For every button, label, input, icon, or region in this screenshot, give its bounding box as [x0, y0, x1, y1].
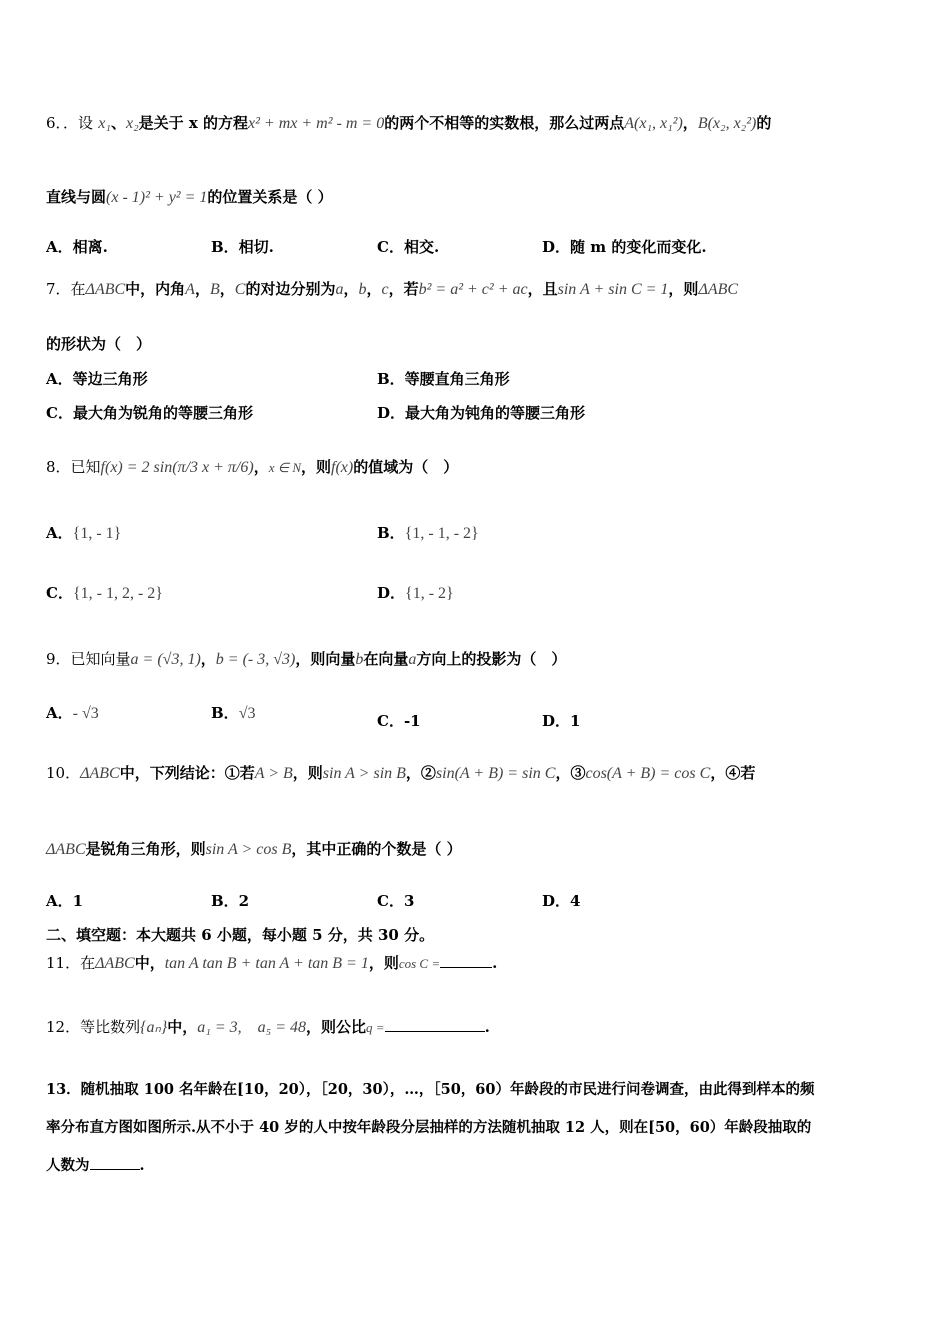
q6-circle-equation: (x - 1)² + y² = 1 [106, 189, 208, 206]
q10-cond1: A > B [254, 765, 293, 782]
q11-text1: 中， [134, 954, 165, 972]
q10-cond5: sin A > cos B [205, 841, 292, 858]
q8-line [46, 456, 458, 477]
q7-option-b: B．等腰直角三角形 [377, 370, 510, 388]
q10-line2-text1: 是锐角三角形，则 [85, 840, 206, 858]
q10-text4: ，③ [555, 764, 586, 782]
q8-option-a-label: A． [46, 524, 73, 542]
q11-answer-blank[interactable] [440, 953, 492, 968]
q9-option-c-label: C． [377, 712, 404, 730]
q10-option-b: B．2 [211, 892, 250, 910]
q6-option-c: C．相交. [377, 238, 440, 256]
q7-text3: ，若 [388, 280, 419, 298]
q12-answer-blank[interactable] [385, 1017, 485, 1032]
q10-line1 [46, 762, 755, 783]
q7-option-d: D．最大角为钝角的等腰三角形 [377, 404, 586, 422]
q11-triangle: ΔABC [95, 955, 135, 972]
q8-option-d [377, 582, 454, 603]
q6-line2-text2: 的位置关系是（ ） [207, 188, 333, 206]
q8-option-d-value: {1, - 2} [405, 585, 454, 602]
q11-equation: tan A tan B + tan A + tan B = 1 [164, 955, 369, 972]
q11-line [46, 952, 497, 973]
q9-option-a-value: - √3 [72, 705, 99, 722]
q13-line2: 率分布直方图如图所示.从不小于 40 岁的人中按年龄段分层抽样的方法随机抽取 12 人，则在[50，60）年龄段抽取的 [46, 1119, 812, 1136]
q11-end: . [492, 954, 498, 972]
q8-option-c-value: {1, - 1, 2, - 2} [72, 585, 163, 602]
q9-number: 9．已知向量 [46, 650, 131, 668]
q7-triangle: ΔABC [85, 281, 126, 298]
q7-option-c: C．最大角为锐角的等腰三角形 [46, 404, 253, 422]
q6-line1 [46, 112, 771, 133]
q6-option-a: A．相离. [46, 238, 108, 256]
q9-option-b [211, 702, 255, 723]
q7-equation2: sin A + sin C = 1 [557, 281, 669, 298]
q9-option-d-value: 1 [570, 712, 581, 730]
q9-a: a [408, 651, 417, 668]
q9-text3: 方向上的投影为（ ） [416, 650, 567, 668]
q9-option-a [46, 702, 99, 723]
q6-x2: x₂ [125, 115, 139, 132]
q9-option-a-label: A． [46, 704, 73, 722]
q7-text5: ，则 [668, 280, 699, 298]
q13-line3 [46, 1154, 145, 1175]
q8-option-a [46, 522, 121, 543]
q6-sep: 、 [110, 114, 126, 132]
q6-comma: ， [682, 114, 698, 132]
q8-number: 8．已知 [46, 458, 101, 476]
q7-line2: 的形状为（ ） [46, 335, 152, 353]
q13-end: . [139, 1157, 145, 1174]
q10-line2 [46, 838, 462, 859]
q10-number: 10． [46, 764, 81, 782]
q12-text2: ，则公比 [306, 1018, 367, 1036]
q9-option-d-label: D． [542, 712, 571, 730]
q10-text3: ，② [405, 764, 436, 782]
q8-option-b-label: B． [377, 524, 405, 542]
q6-line2 [46, 186, 333, 207]
q7-comma4: ， [366, 280, 382, 298]
q10-text2: ，则 [292, 764, 323, 782]
q11-ask: cos C = [398, 956, 441, 971]
q11-text2: ，则 [368, 954, 399, 972]
section-2-heading: 二、填空题：本大题共 6 小题，每小题 5 分，共 30 分。 [46, 926, 435, 944]
q9-option-c [377, 710, 421, 731]
q8-comma: ， [253, 458, 269, 476]
q10-cond4: cos(A + B) = cos C [585, 765, 711, 782]
q13-answer-blank[interactable] [90, 1155, 140, 1170]
q7-text1: 中，内角 [125, 280, 186, 298]
q8-domain: x ∈ N [268, 460, 301, 475]
q9-comma: ， [200, 650, 216, 668]
q12-line [46, 1014, 490, 1037]
q11-number: 11．在 [46, 954, 96, 972]
q12-equation: a₁ = 3, a₅ = 48 [197, 1019, 307, 1036]
q6-number: 6．．设 [46, 114, 94, 132]
q12-end: . [484, 1018, 490, 1036]
q8-option-b [377, 522, 479, 543]
q8-option-d-label: D． [377, 584, 406, 602]
q6-line2-text1: 直线与圆 [46, 188, 107, 206]
q7-triangle2: ΔABC [698, 281, 739, 298]
q9-b: b [355, 651, 364, 668]
q6-text3: 的 [756, 114, 772, 132]
q8-function: f(x) = 2 sin(π/3 x + π/6) [100, 459, 254, 476]
q7-option-a: A．等边三角形 [46, 370, 148, 388]
q7-side-b: b [358, 281, 367, 298]
q12-ask: q = [366, 1020, 385, 1035]
q6-text2: 的两个不相等的实数根，那么过两点 [384, 114, 625, 132]
q8-function2: f(x) [331, 459, 354, 476]
q7-number: 7．在 [46, 280, 86, 298]
q6-point-b: B(x₂, x₂²) [697, 115, 757, 132]
q7-comma3: ， [343, 280, 359, 298]
q9-option-d [542, 710, 580, 731]
q10-option-c: C．3 [377, 892, 415, 910]
q10-triangle2: ΔABC [46, 841, 86, 858]
q8-option-c-label: C． [46, 584, 73, 602]
q8-text2: 的值域为（ ） [353, 458, 459, 476]
q7-comma2: ， [219, 280, 235, 298]
q10-cond2: sin A > sin B [322, 765, 406, 782]
q7-angle-b: B [209, 281, 220, 298]
q6-equation: x² + mx + m² - m = 0 [248, 115, 385, 132]
q10-cond3: sin(A + B) = sin C [435, 765, 556, 782]
q7-comma1: ， [194, 280, 210, 298]
q9-text1: ，则向量 [295, 650, 356, 668]
q7-line1 [46, 278, 738, 299]
q10-line2-text2: ，其中正确的个数是（ ） [291, 840, 462, 858]
q6-point-a: A(x₁, x₁²) [624, 115, 683, 132]
q10-text5: ，④若 [710, 764, 756, 782]
q10-option-d: D．4 [542, 892, 581, 910]
q7-side-a: a [335, 281, 344, 298]
q9-option-b-label: B． [211, 704, 239, 722]
q6-text1: 是关于 x 的方程 [138, 114, 249, 132]
q9-option-b-value: √3 [238, 705, 256, 722]
q9-text2: 在向量 [363, 650, 409, 668]
q9-line [46, 648, 566, 669]
q7-equation1: b² = a² + c² + ac [418, 281, 528, 298]
q8-option-c [46, 582, 163, 603]
q6-option-d: D．随 m 的变化而变化. [542, 238, 707, 256]
q8-text1: ，则 [300, 458, 331, 476]
q7-side-c: c [381, 281, 389, 298]
q8-option-a-value: {1, - 1} [72, 525, 122, 542]
q9-vector-a: a = (√3, 1) [130, 651, 201, 668]
q6-x1: x₁ [98, 115, 111, 132]
q9-option-c-value: -1 [403, 712, 421, 730]
q12-number: 12．等比数列 [46, 1018, 141, 1036]
q10-triangle: ΔABC [80, 765, 120, 782]
q13-line1: 13．随机抽取 100 名年龄在[10，20），［20，30），…，［50，60）年龄段的市民进行问卷调查，由此得到样本的频 [46, 1081, 815, 1098]
q13-line3-text: 人数为 [46, 1157, 90, 1174]
q7-text4: ，且 [527, 280, 558, 298]
q7-angle-c: C [234, 281, 246, 298]
q10-text1: 中，下列结论：①若 [119, 764, 255, 782]
q9-vector-b: b = (- 3, √3) [215, 651, 296, 668]
q10-option-a: A．1 [46, 892, 84, 910]
q12-sequence: {aₙ} [140, 1019, 168, 1036]
q12-text1: 中， [167, 1018, 198, 1036]
q6-option-b: B．相切. [211, 238, 274, 256]
q8-option-b-value: {1, - 1, - 2} [404, 525, 479, 542]
q7-angle-a: A [185, 281, 195, 298]
q7-text2: 的对边分别为 [245, 280, 336, 298]
